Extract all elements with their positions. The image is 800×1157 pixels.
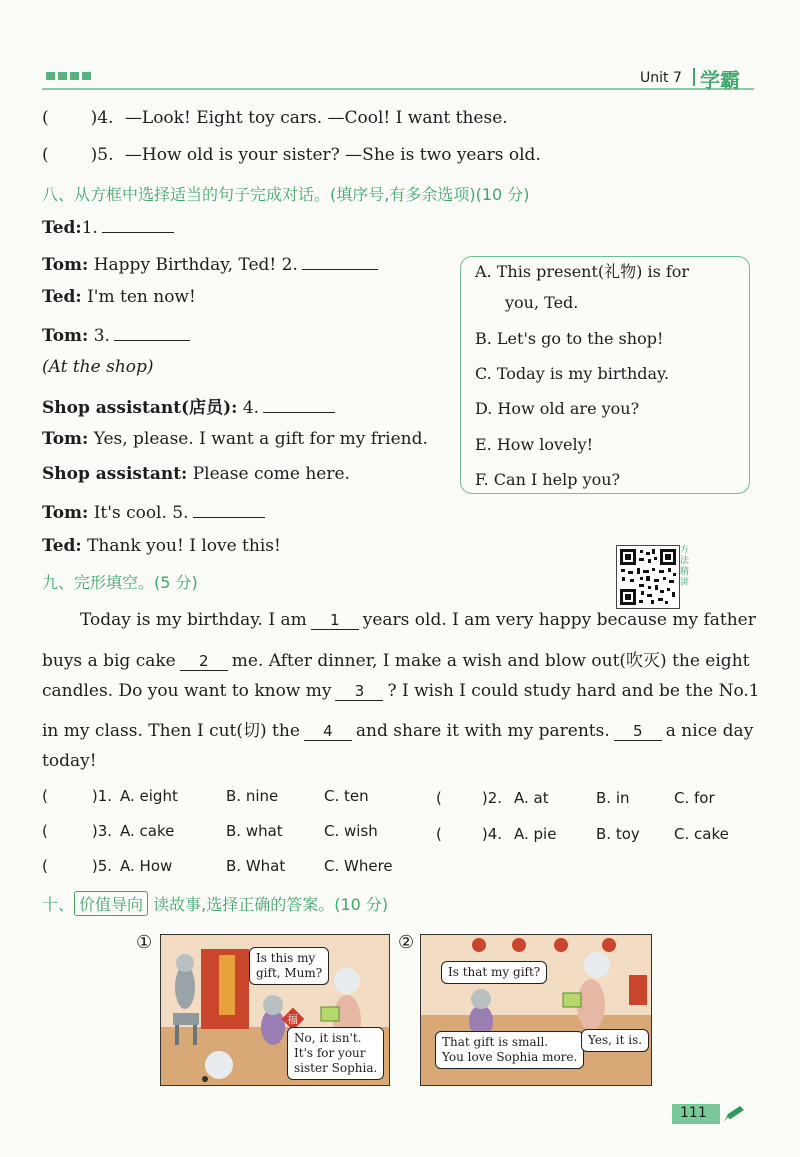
answer-blank[interactable] bbox=[302, 251, 378, 270]
choice-1c[interactable]: C. ten bbox=[324, 787, 369, 805]
passage-line-1: Today is my birthday. I am 1 years old. I am very happy because my father bbox=[80, 610, 756, 630]
passage-line-4: in my class. Then I cut(切) the 4 and share it with my parents. 5 a nice day bbox=[42, 721, 754, 741]
dialogue-line-7: Shop assistant: Please come here. bbox=[42, 464, 350, 484]
panel-1-number: ① bbox=[136, 932, 153, 953]
choice-3c[interactable]: C. wish bbox=[324, 822, 378, 840]
header-square-3 bbox=[70, 72, 79, 80]
section10-title: 十、 价值导向 读故事,选择正确的答案。(10 分) bbox=[42, 891, 388, 916]
panel-1-bubble-2: No, it isn't. It's for your sister Sophia. bbox=[287, 1027, 384, 1080]
choice-row-3: ( )3. A. cake B. what C. wish bbox=[42, 822, 378, 840]
choice-2c[interactable]: C. for bbox=[674, 789, 715, 807]
header-square-1 bbox=[46, 72, 55, 80]
choice-row-2: ( )2. A. at B. in C. for bbox=[436, 789, 715, 807]
header-divider bbox=[693, 68, 695, 86]
choice-row-1: ( )1. A. eight B. nine C. ten bbox=[42, 787, 369, 805]
dialogue-line-6: Tom: Yes, please. I want a gift for my friend. bbox=[42, 429, 428, 449]
dialogue-line-5: Shop assistant(店员): 4. bbox=[42, 393, 339, 418]
dialogue-line-3: Ted: I'm ten now! bbox=[42, 287, 196, 307]
panel-2-number: ② bbox=[398, 932, 415, 953]
cloze-blank-5[interactable]: 5 bbox=[614, 722, 662, 741]
option-a-cont: you, Ted. bbox=[505, 293, 579, 312]
panel-2-bubble-3: Yes, it is. bbox=[581, 1029, 649, 1052]
qr-label: 方法精讲 bbox=[680, 545, 690, 588]
option-c: C. Today is my birthday. bbox=[475, 364, 670, 383]
answer-blank[interactable] bbox=[102, 214, 174, 233]
comic-panel-1 bbox=[160, 934, 390, 1086]
value-tag: 价值导向 bbox=[74, 891, 148, 916]
choice-1b[interactable]: B. nine bbox=[226, 787, 279, 805]
dialogue-stage-note: (At the shop) bbox=[42, 357, 154, 377]
option-d: D. How old are you? bbox=[475, 399, 640, 418]
choice-3b[interactable]: B. what bbox=[226, 822, 283, 840]
comic-panel-2 bbox=[420, 934, 652, 1086]
cloze-blank-2[interactable]: 2 bbox=[180, 652, 228, 671]
answer-blank[interactable] bbox=[114, 322, 190, 341]
brand-logo: 学霸 bbox=[700, 68, 740, 92]
section9-title: 九、完形填空。(5 分) bbox=[42, 573, 198, 592]
panel-2-bubble-2: That gift is small. You love Sophia more. bbox=[435, 1031, 584, 1069]
choice-4c[interactable]: C. cake bbox=[674, 825, 729, 843]
choice-row-4: ( )4. A. pie B. toy C. cake bbox=[436, 825, 729, 843]
judge-item-4: ( )4. —Look! Eight toy cars. —Cool! I want these. bbox=[42, 108, 508, 128]
header-rule bbox=[42, 88, 754, 90]
pencil-icon bbox=[722, 1104, 746, 1129]
choice-4b[interactable]: B. toy bbox=[596, 825, 640, 843]
passage-line-3: candles. Do you want to know my 3 ? I wish I could study hard and be the No.1 bbox=[42, 681, 760, 701]
panel-2-bubble-1: Is that my gift? bbox=[441, 961, 547, 984]
passage-line-2: buys a big cake 2 me. After dinner, I make a wish and blow out(吹灭) the eight bbox=[42, 651, 750, 671]
dialogue-line-4: Tom: 3. bbox=[42, 322, 194, 346]
choice-row-5: ( )5. A. How B. What C. Where bbox=[42, 857, 393, 875]
option-a: A. This present(礼物) is for bbox=[475, 262, 690, 281]
qr-code[interactable] bbox=[616, 545, 680, 609]
options-box bbox=[460, 256, 750, 494]
choice-3a[interactable]: A. cake bbox=[120, 822, 175, 840]
option-b: B. Let's go to the shop! bbox=[475, 329, 664, 348]
option-f: F. Can I help you? bbox=[475, 470, 621, 489]
dialogue-line-8: Tom: It's cool. 5. bbox=[42, 499, 269, 523]
choice-4a[interactable]: A. pie bbox=[514, 825, 557, 843]
option-e: E. How lovely! bbox=[475, 435, 594, 454]
unit-label: Unit 7 bbox=[640, 70, 682, 86]
dialogue-line-2: Tom: Happy Birthday, Ted! 2. bbox=[42, 251, 382, 275]
header-square-4 bbox=[82, 72, 91, 80]
choice-5b[interactable]: B. What bbox=[226, 857, 286, 875]
section8-title: 八、从方框中选择适当的句子完成对话。(填序号,有多余选项)(10 分) bbox=[42, 185, 530, 204]
choice-2a[interactable]: A. at bbox=[514, 789, 549, 807]
cloze-blank-1[interactable]: 1 bbox=[311, 611, 359, 630]
page-number: 111 bbox=[680, 1105, 707, 1121]
dialogue-line-9: Ted: Thank you! I love this! bbox=[42, 536, 281, 556]
panel-1-bubble-1: Is this my gift, Mum? bbox=[249, 947, 329, 985]
choice-5a[interactable]: A. How bbox=[120, 857, 173, 875]
choice-5c[interactable]: C. Where bbox=[324, 857, 393, 875]
passage-line-5: today! bbox=[42, 751, 97, 771]
judge-item-5: ( )5. —How old is your sister? —She is two years old. bbox=[42, 145, 541, 165]
header-square-2 bbox=[58, 72, 67, 80]
answer-blank[interactable] bbox=[263, 394, 335, 413]
answer-blank[interactable] bbox=[193, 499, 265, 518]
cloze-blank-3[interactable]: 3 bbox=[335, 682, 383, 701]
choice-2b[interactable]: B. in bbox=[596, 789, 630, 807]
choice-1a[interactable]: A. eight bbox=[120, 787, 178, 805]
cloze-blank-4[interactable]: 4 bbox=[304, 722, 352, 741]
dialogue-line-1: Ted:1. bbox=[42, 214, 178, 238]
fu-sign: 福 bbox=[287, 1013, 298, 1026]
